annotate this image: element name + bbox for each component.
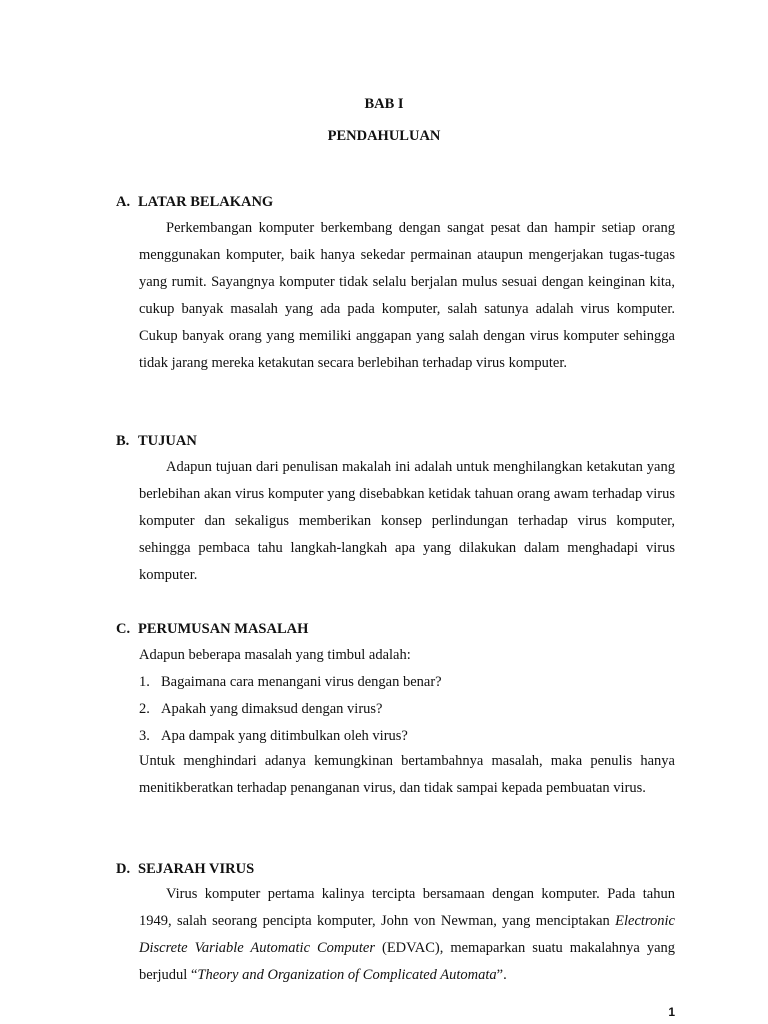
section-d-italic-1: Electronic Discrete Variable Automatic Computer bbox=[139, 913, 675, 956]
section-d-text-1: Virus komputer pertama kalinya tercipta bersamaan dengan komputer. Pada tahun 1949, salah seorang pencipta komputer, John von Newman, yang menciptakan bbox=[139, 886, 675, 929]
list-item-text: Apakah yang dimaksud dengan virus? bbox=[161, 701, 383, 717]
chapter-label: BAB I bbox=[364, 96, 404, 112]
list-item-number: 1. bbox=[139, 674, 150, 690]
list-item bbox=[139, 701, 382, 718]
section-d-body bbox=[139, 881, 675, 989]
section-d-text-2: (EDVAC), memaparkan suatu makalahnya yang berjudul “ bbox=[139, 940, 676, 983]
section-b-letter: B. bbox=[116, 433, 130, 449]
chapter-title: PENDAHULUAN bbox=[327, 128, 441, 144]
list-item-text: Apa dampak yang ditimbulkan oleh virus? bbox=[161, 728, 408, 744]
section-c-letter: C. bbox=[116, 621, 131, 637]
list-item bbox=[139, 728, 408, 745]
section-b-title: TUJUAN bbox=[138, 433, 197, 449]
section-a-title: LATAR BELAKANG bbox=[138, 194, 274, 210]
section-d-title: SEJARAH VIRUS bbox=[138, 861, 255, 877]
section-a-letter: A. bbox=[116, 194, 131, 210]
section-d-italic-2: Theory and Organization of Complicated Automata bbox=[197, 967, 497, 983]
page-number: 1 bbox=[668, 1005, 675, 1019]
section-c-closing: Untuk menghindari adanya kemungkinan bertambahnya masalah, maka penulis hanya menitikberatkan terhadap penanganan virus, dan tidak sampai kepada pembuatan virus. bbox=[139, 753, 675, 796]
section-d-text-3: ”. bbox=[496, 967, 507, 983]
section-c-intro: Adapun beberapa masalah yang timbul adalah: bbox=[139, 647, 411, 663]
list-item bbox=[139, 674, 442, 691]
section-a-heading bbox=[116, 194, 273, 211]
section-b-body: Adapun tujuan dari penulisan makalah ini adalah untuk menghilangkan ketakutan yang berlebihan akan virus komputer yang disebabkan ketidak tahuan orang awam terhadap virus komputer dan sekaligus memberikan konsep perlindungan terhadap virus komputer, sehingga pembaca tahu langkah-langkah apa yang dilakukan dalam menghadapi virus komputer. bbox=[139, 459, 675, 583]
list-item-text: Bagaimana cara menangani virus dengan benar? bbox=[161, 674, 442, 690]
section-d-heading bbox=[116, 861, 254, 878]
section-b-heading bbox=[116, 433, 197, 450]
list-item-number: 2. bbox=[139, 701, 150, 717]
section-a-body: Perkembangan komputer berkembang dengan sangat pesat dan hampir setiap orang menggunakan komputer, baik hanya sekedar permainan ataupun mengerjakan tugas-tugas yang rumit. Sayangnya komputer tidak selalu berjalan mulus sesuai dengan keinginan kita, cukup banyak masalah yang ada pada komputer, salah satunya adalah virus komputer. Cukup banyak orang yang memiliki anggapan yang salah dengan virus komputer sehingga tidak jarang mereka ketakutan secara berlebihan terhadap virus komputer. bbox=[139, 220, 675, 371]
section-d-letter: D. bbox=[116, 861, 131, 877]
section-c-heading bbox=[116, 621, 308, 638]
section-c-title: PERUMUSAN MASALAH bbox=[138, 621, 309, 637]
list-item-number: 3. bbox=[139, 728, 150, 744]
